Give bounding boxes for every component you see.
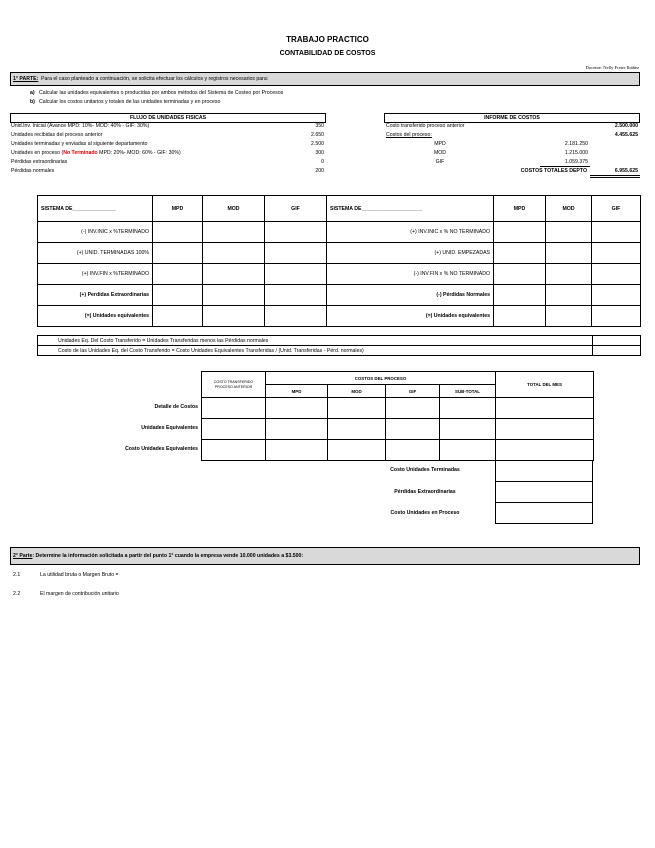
input-cell[interactable]	[328, 398, 386, 419]
flujo-value: 2.650	[311, 132, 324, 138]
input-cell[interactable]	[592, 306, 641, 327]
formula-line-2: Costo de las Unidades Eq. del Costo Transferido = Costo Unidades Equivalentes Transferidas / (Unid. Transferidas - Pérd. normales)	[38, 346, 593, 356]
costos-col-header: GIF	[386, 385, 440, 398]
input-cell[interactable]	[494, 243, 546, 264]
sistemas-left-row-label: (+) Perdidas Extraordinarias	[38, 285, 153, 306]
flujo-value: 2.500	[311, 141, 324, 147]
part2-item-text: La utilidad bruta o Margen Bruto =	[40, 572, 119, 578]
sistemas-left-row-label: (=) Unidades equivalentes	[38, 306, 153, 327]
part1-label: 1° PARTE:	[13, 76, 39, 82]
informe-transferido-value: 2.500.000	[614, 123, 638, 129]
costos-bottom-label: Costo Unidades Terminadas	[390, 467, 460, 473]
input-cell[interactable]	[266, 398, 328, 419]
flujo-value: 350	[315, 123, 324, 129]
input-cell[interactable]	[546, 306, 592, 327]
item-b-text: Calcular los costos unitarios y totales de las unidades terminadas y en proceso	[39, 99, 221, 105]
input-cell[interactable]	[386, 398, 440, 419]
costos-col-header: MPD	[266, 385, 328, 398]
costos-bottom-table	[495, 460, 593, 524]
sistemas-right-row-label: (=) Unidades equivalentes	[327, 306, 494, 327]
input-cell[interactable]	[496, 461, 593, 482]
costos-row-label: Detalle de Costos	[154, 404, 198, 410]
input-cell[interactable]	[153, 243, 203, 264]
table-row	[38, 222, 641, 243]
input-cell[interactable]	[592, 222, 641, 243]
informe-proceso-label: Costos del proceso:	[386, 132, 432, 138]
input-cell[interactable]	[153, 222, 203, 243]
flujo-title: FLUJO DE UNIDADES FISICAS	[129, 115, 207, 121]
input-cell[interactable]	[593, 346, 641, 356]
input-cell[interactable]	[153, 264, 203, 285]
table-row	[202, 398, 594, 419]
table-row	[38, 243, 641, 264]
input-cell[interactable]	[203, 243, 265, 264]
input-cell[interactable]	[496, 482, 593, 503]
input-cell[interactable]	[386, 440, 440, 461]
flujo-label: Pérdidas extraordinarias	[11, 159, 68, 165]
total-mes-header: TOTAL DEL MES	[496, 372, 594, 398]
input-cell[interactable]	[440, 419, 496, 440]
flujo-label: Unidades terminadas y enviadas al siguiente departamento	[11, 141, 148, 147]
input-cell[interactable]	[496, 398, 594, 419]
input-cell[interactable]	[494, 264, 546, 285]
informe-item-label: GIF	[435, 159, 445, 165]
part2-text: : Determine la información solicitada a partir del punto 1° cuando la empresa vende 10.000 unidades a $3.500:	[32, 553, 304, 559]
input-cell[interactable]	[440, 440, 496, 461]
input-cell[interactable]	[153, 285, 203, 306]
input-cell[interactable]	[496, 440, 594, 461]
sistemas-left-row-label: (-) INV.INIC x %TERMINADO	[38, 222, 153, 243]
costos-col-header: MOD	[328, 385, 386, 398]
flujo-label-en-proceso: Unidades en proceso (No Terminado MPD: 20%- MOD: 60% - GIF: 30%)	[11, 150, 181, 156]
total-double-rule	[590, 177, 640, 178]
input-cell[interactable]	[266, 440, 328, 461]
input-cell[interactable]	[153, 306, 203, 327]
sistemas-col-header: GIF	[265, 196, 327, 222]
sistemas-left-row-label: (+) UNID. TERMINADAS 100%	[38, 243, 153, 264]
input-cell[interactable]	[203, 306, 265, 327]
input-cell[interactable]	[440, 398, 496, 419]
table-row	[38, 264, 641, 285]
part1-banner	[10, 72, 640, 86]
input-cell[interactable]	[592, 243, 641, 264]
part2-heading	[13, 553, 303, 560]
informe-item-value: 1.059.375	[564, 159, 588, 165]
formula-table	[37, 335, 641, 356]
sistemas-left-row-label: (+) INV.FIN x %TERMINADO	[38, 264, 153, 285]
costos-table	[201, 371, 594, 461]
informe-total-value: 6.955.625	[614, 168, 638, 174]
input-cell[interactable]	[202, 398, 266, 419]
input-cell[interactable]	[265, 306, 327, 327]
costos-bottom-label: Pérdidas Extraordinarias	[394, 489, 456, 495]
costo-transferido-header: COSTO TRANSFERIDO PROCESO ANTERIOR	[202, 372, 266, 398]
part2-banner	[10, 547, 640, 565]
doc-title: TRABAJO PRACTICO	[286, 35, 369, 44]
item-a-text: Calcular las unidades equivalentes o producidas por ambos métodos del Sistema de Costeo por Procesos	[39, 90, 284, 96]
table-row	[38, 285, 641, 306]
informe-subtotal-rule	[540, 166, 590, 167]
informe-item-value: 2.181.250	[564, 141, 588, 147]
input-cell[interactable]	[546, 222, 592, 243]
costos-col-header: SUB-TOTAL	[440, 385, 496, 398]
input-cell[interactable]	[265, 285, 327, 306]
input-cell[interactable]	[592, 264, 641, 285]
input-cell[interactable]	[386, 419, 440, 440]
flujo-value: 300	[315, 150, 324, 156]
sistemas-left-header: SISTEMA DE_______________	[38, 196, 153, 222]
table-row	[38, 306, 641, 327]
sistemas-table	[37, 195, 641, 327]
informe-item-label: MOD	[433, 150, 447, 156]
flujo-label: Unidades recibidas del proceso anterior	[11, 132, 103, 138]
flujo-value: 0	[321, 159, 324, 165]
costos-row-label: Unidades Equivalentes	[141, 425, 198, 431]
sistemas-right-row-label: (-) Pérdidas Normales	[327, 285, 494, 306]
docente-label: Docente: Nelly Freire Ibáñez	[585, 65, 639, 70]
doc-subtitle: CONTABILIDAD DE COSTOS	[279, 50, 376, 57]
part2-item-num: 2.1	[13, 572, 21, 578]
input-cell[interactable]	[265, 222, 327, 243]
part2-item-num: 2.2	[13, 591, 21, 597]
sistemas-col-header: MOD	[546, 196, 592, 222]
sistemas-col-header: GIF	[592, 196, 641, 222]
informe-proceso-total: 4.455.625	[614, 132, 638, 138]
informe-item-label: MPD	[434, 141, 446, 147]
input-cell[interactable]	[328, 440, 386, 461]
sistemas-col-header: MPD	[494, 196, 546, 222]
input-cell[interactable]	[494, 285, 546, 306]
flujo-title-box	[10, 113, 326, 123]
sistemas-right-header: SISTEMA DE_____________________	[327, 196, 494, 222]
formula-line-1: Unidades Eq. Del Costo Transferido = Unidades Transferidas menos las Pérdidas normales	[38, 336, 593, 346]
sistemas-col-header: MOD	[203, 196, 265, 222]
informe-transferido-label: Costo transferido proceso anterior	[386, 123, 465, 129]
input-cell[interactable]	[202, 440, 266, 461]
part1-intro: Para el caso planteado a continuación, se solicita efectuar los cálculos y registros necesarios para:	[41, 76, 269, 82]
input-cell[interactable]	[265, 243, 327, 264]
input-cell[interactable]	[546, 285, 592, 306]
informe-item-value: 1.215.000	[564, 150, 588, 156]
sistemas-right-row-label: (-) INV.FIN x % NO TERMINADO	[327, 264, 494, 285]
input-cell[interactable]	[546, 243, 592, 264]
input-cell[interactable]	[496, 503, 593, 524]
input-cell[interactable]	[266, 419, 328, 440]
input-cell[interactable]	[203, 222, 265, 243]
item-b-letter: b)	[30, 99, 35, 105]
part2-label: 2° Parte	[13, 553, 33, 559]
part2-item-text: El margen de contribución unitario	[40, 591, 119, 597]
no-terminado-highlight: No Terminado	[63, 150, 98, 156]
costos-row-label: Costo Unidades Equivalentes	[125, 446, 198, 452]
input-cell[interactable]	[593, 336, 641, 346]
informe-title: INFORME DE COSTOS	[484, 115, 540, 121]
sistemas-right-row-label: (+) INV.INIC x % NO TERMINADO	[327, 222, 494, 243]
input-cell[interactable]	[494, 306, 546, 327]
input-cell[interactable]	[496, 419, 594, 440]
input-cell[interactable]	[203, 264, 265, 285]
input-cell[interactable]	[328, 419, 386, 440]
table-row	[202, 419, 594, 440]
costos-bottom-label: Costo Unidades en Proceso	[390, 510, 460, 516]
input-cell[interactable]	[265, 264, 327, 285]
input-cell[interactable]	[203, 285, 265, 306]
input-cell[interactable]	[494, 222, 546, 243]
input-cell[interactable]	[546, 264, 592, 285]
sistemas-col-header: MPD	[153, 196, 203, 222]
input-cell[interactable]	[202, 419, 266, 440]
informe-total-label: COSTOS TOTALES DEPTO	[520, 168, 587, 174]
flujo-value: 200	[315, 168, 324, 174]
item-a-letter: a)	[30, 90, 35, 96]
flujo-label: Unid.Inv. Inicial (Avance MPD: 10%- MOD: 40% - GIF: 30%)	[11, 123, 150, 129]
informe-title-box	[384, 113, 640, 123]
sistemas-right-row-label: (+) UNID. EMPEZADAS	[327, 243, 494, 264]
table-row	[202, 440, 594, 461]
flujo-label: Pérdidas normales	[11, 168, 55, 174]
costos-proceso-header: COSTOS DEL PROCESO	[266, 372, 496, 385]
total-rule	[590, 175, 640, 176]
input-cell[interactable]	[592, 285, 641, 306]
